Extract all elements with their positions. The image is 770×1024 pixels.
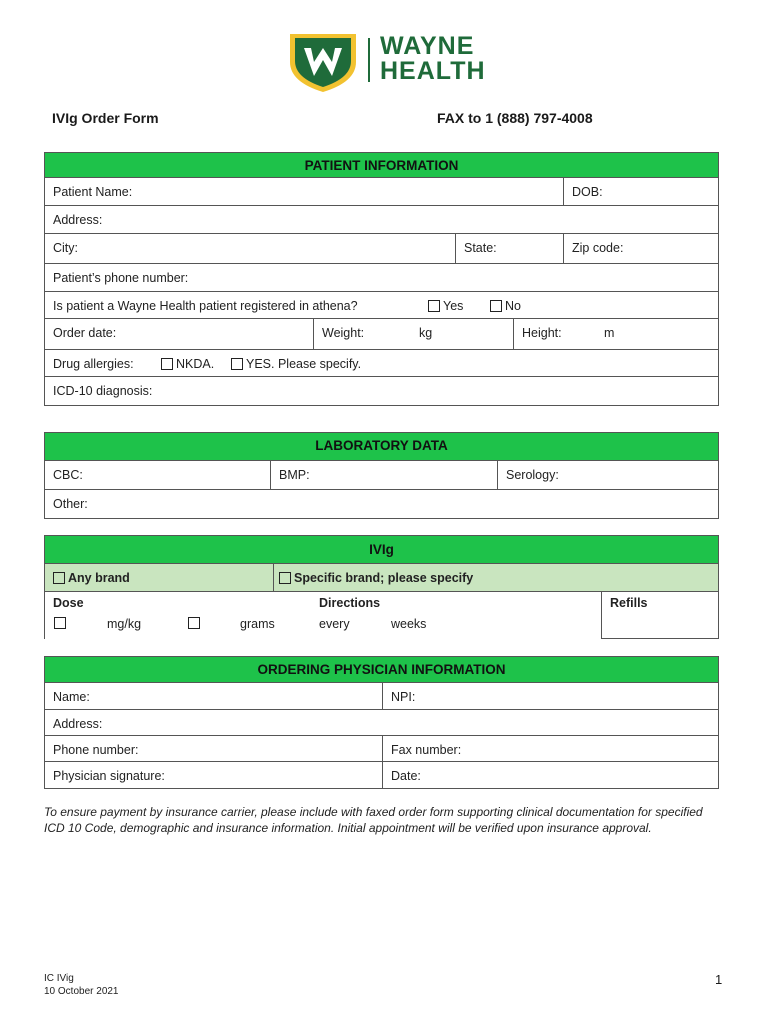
- checkbox-icon[interactable]: [279, 572, 291, 584]
- npi-field[interactable]: NPI:: [382, 683, 718, 709]
- registered-yes-option[interactable]: [420, 292, 485, 318]
- page-number: 1: [715, 972, 723, 987]
- laboratory-data-section: [44, 432, 719, 519]
- physician-phone-row: [44, 736, 719, 762]
- lab-other-row: [44, 490, 719, 519]
- dob-field[interactable]: DOB:: [563, 178, 718, 205]
- physician-signature-field[interactable]: Physician signature:: [53, 769, 165, 783]
- icd10-field[interactable]: ICD-10 diagnosis:: [53, 384, 153, 398]
- checkbox-icon[interactable]: [161, 358, 173, 370]
- physician-name-row: [44, 683, 719, 710]
- physician-section: [44, 656, 719, 789]
- bmp-field[interactable]: BMP:: [270, 461, 497, 489]
- weeks-label: weeks: [391, 617, 427, 631]
- patient-name-row: [44, 178, 719, 206]
- refills-field[interactable]: Refills: [601, 592, 718, 639]
- checkbox-icon[interactable]: [490, 300, 502, 312]
- every-label: every: [319, 617, 350, 631]
- cbc-field[interactable]: CBC:: [53, 468, 83, 482]
- allergies-label: Drug allergies:: [53, 357, 134, 371]
- specific-brand-option[interactable]: [273, 564, 718, 591]
- nkda-option[interactable]: [157, 350, 227, 376]
- weight-field[interactable]: [313, 319, 513, 349]
- patient-name-field[interactable]: Patient Name:: [53, 185, 133, 199]
- allergies-row: [44, 350, 719, 377]
- dose-input-area: [45, 615, 311, 639]
- m-unit: m: [604, 326, 615, 340]
- patient-address-field[interactable]: Address:: [53, 213, 103, 227]
- form-title: IVIg Order Form: [52, 110, 159, 126]
- physician-address-field[interactable]: Address:: [53, 717, 103, 731]
- patient-information-header: PATIENT INFORMATION: [44, 152, 719, 178]
- fax-number: FAX to 1 (888) 797-4008: [437, 110, 593, 126]
- logo-text-health: HEALTH: [380, 57, 486, 85]
- nkda-label: NKDA.: [176, 357, 215, 371]
- directions-label: Directions: [319, 596, 381, 610]
- serology-field[interactable]: Serology:: [497, 461, 718, 489]
- physician-phone-field[interactable]: Phone number:: [53, 743, 139, 757]
- logo-text-wayne: WAYNE: [380, 32, 475, 60]
- weight-label: Weight:: [322, 326, 365, 340]
- icd-row: [44, 377, 719, 406]
- footer: [44, 972, 119, 998]
- specific-brand-label: Specific brand; please specify: [294, 571, 474, 585]
- ivig-section: [44, 535, 719, 639]
- physician-header: ORDERING PHYSICIAN INFORMATION: [44, 656, 719, 683]
- grams-label: grams: [240, 617, 275, 631]
- grams-checkbox-icon[interactable]: [188, 617, 200, 629]
- order-date-field[interactable]: Order date:: [53, 326, 117, 340]
- yes-label: Yes: [443, 299, 464, 313]
- address-row: [44, 206, 719, 234]
- city-row: [44, 234, 719, 264]
- wayne-health-logo: [288, 28, 488, 94]
- dose-label: Dose: [53, 596, 84, 610]
- any-brand-label: Any brand: [68, 571, 130, 585]
- insurance-note: To ensure payment by insurance carrier, please include with faxed order form supporting clinical documentation for specified ICD 10 Code, demographic and insurance information. Initial appointment will be verified upon insurance approval.: [44, 805, 703, 835]
- signature-row: [44, 762, 719, 789]
- order-date-row: [44, 319, 719, 350]
- zip-field[interactable]: Zip code:: [563, 234, 718, 263]
- checkbox-icon[interactable]: [428, 300, 440, 312]
- no-label: No: [505, 299, 521, 313]
- laboratory-data-header: LABORATORY DATA: [44, 432, 719, 461]
- physician-name-field[interactable]: Name:: [53, 690, 90, 704]
- dose-row: [44, 592, 719, 639]
- registered-question: Is patient a Wayne Health patient registered in athena?: [53, 299, 358, 313]
- height-field[interactable]: [513, 319, 718, 349]
- height-label: Height:: [522, 326, 562, 340]
- phone-row: [44, 264, 719, 292]
- patient-phone-field[interactable]: Patient’s phone number:: [53, 271, 189, 285]
- form-code: IC IVig: [44, 973, 74, 984]
- allergies-yes-option[interactable]: [227, 350, 427, 376]
- patient-information-section: [44, 152, 719, 406]
- lab-row: [44, 461, 719, 490]
- kg-unit: kg: [419, 326, 433, 340]
- other-field[interactable]: Other:: [53, 497, 88, 511]
- mgkg-label: mg/kg: [107, 617, 142, 631]
- yes-specify-label: YES. Please specify.: [246, 357, 362, 371]
- registered-row: [44, 292, 719, 319]
- ivig-header: IVIg: [44, 535, 719, 564]
- city-field[interactable]: City:: [53, 241, 78, 255]
- checkbox-icon[interactable]: [231, 358, 243, 370]
- revision-date: 10 October 2021: [44, 986, 119, 997]
- physician-fax-field[interactable]: Fax number:: [382, 736, 718, 761]
- any-brand-option[interactable]: [45, 564, 273, 591]
- mgkg-checkbox-icon[interactable]: [54, 617, 66, 629]
- signature-date-field[interactable]: Date:: [382, 762, 718, 788]
- brand-row: [44, 564, 719, 592]
- physician-address-row: [44, 710, 719, 736]
- checkbox-icon[interactable]: [53, 572, 65, 584]
- state-field[interactable]: State:: [455, 234, 563, 263]
- registered-no-option[interactable]: [482, 292, 562, 318]
